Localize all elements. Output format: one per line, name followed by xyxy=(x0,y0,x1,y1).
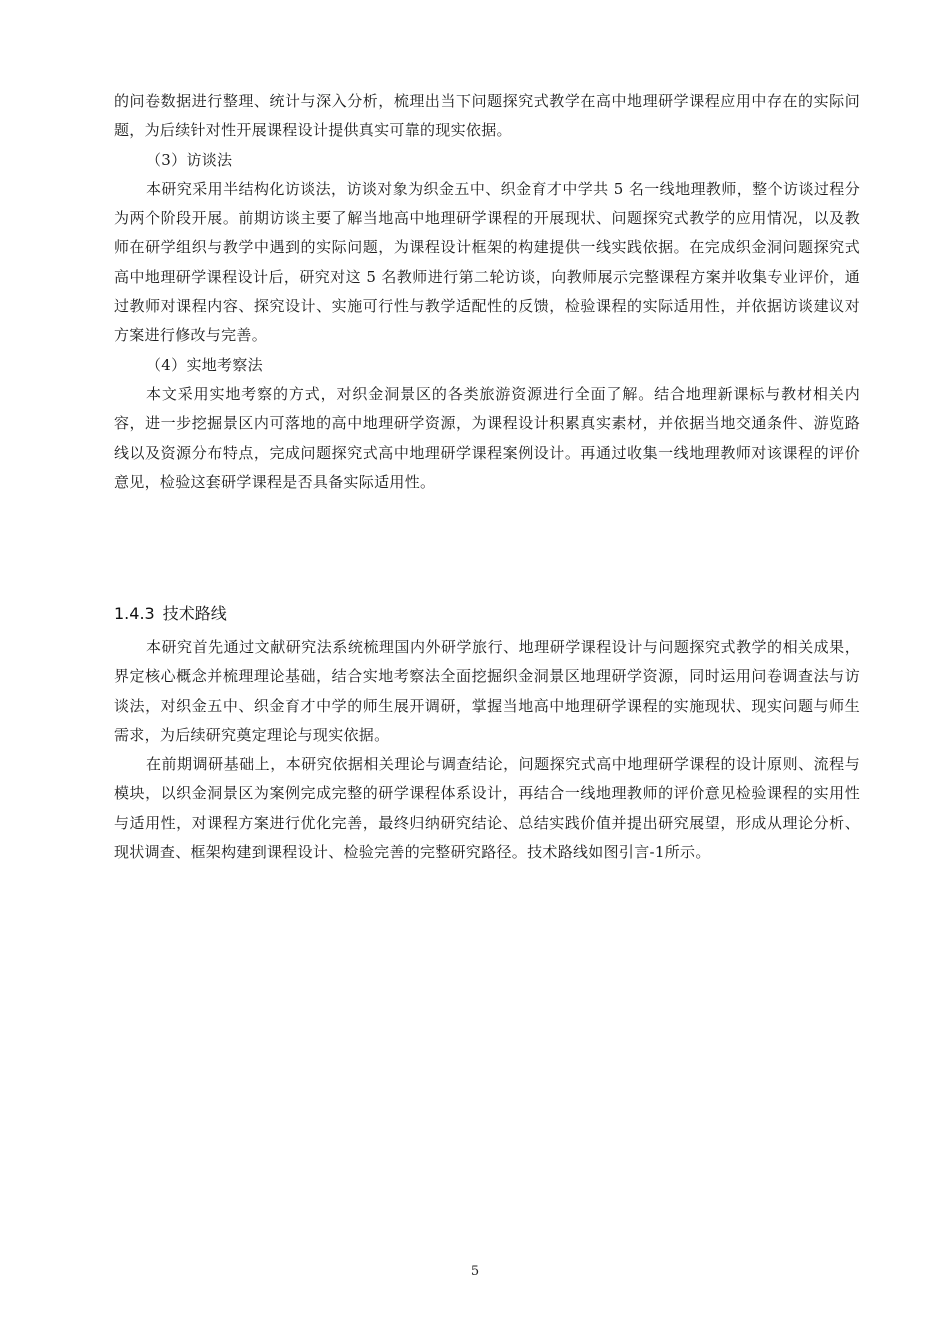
subheading-interview-method: （3）访谈法 xyxy=(146,150,233,169)
section-title: 技术路线 xyxy=(162,604,227,623)
page-number: 5 xyxy=(470,1264,480,1279)
paragraph-technical-route-1: 本研究首先通过文献研究法系统梳理国内外研学旅行、地理研学课程设计与问题探究式教学的相关成果，界定核心概念并梳理理论基础，结合实地考察法全面挖掘织金洞景区地理研学资源，同时运用问卷调查法与访谈法，对织金五中、织金育才中学的师生展开调研，掌握当地高中地理研学课程的实施现状、现实问题与师生需求，为后续研究奠定理论与现实依据。 xyxy=(114,638,860,744)
section-heading xyxy=(114,602,227,626)
paragraph-interview-method: 本研究采用半结构化访谈法，访谈对象为织金五中、织金育才中学共 5 名一线地理教师，整个访谈过程分为两个阶段开展。前期访谈主要了解当地高中地理研学课程的开展现状、问题探究式教学的应用情况，以及教师在研学组织与教学中遇到的实际问题，为课程设计框架的构建提供一线实践依据。在完成织金洞问题探究式高中地理研学课程设计后，研究对这 5 名教师进行第二轮访谈，向教师展示完整课程方案并收集专业评价，通过教师对课程内容、探究设计、实施可行性与教学适配性的反馈，检验课程的实际适用性，并依据访谈建议对方案进行修改与完善。 xyxy=(114,179,860,345)
paragraph-technical-route-2: 在前期调研基础上，本研究依据相关理论与调查结论，问题探究式高中地理研学课程的设计原则、流程与模块，以织金洞景区为案例完成完整的研学课程体系设计，再结合一线地理教师的评价意见检验课程的实用性与适用性，对课程方案进行优化完善，最终归纳研究结论、总结实践价值并提出研究展望，形成从理论分析、现状调查、框架构建到课程设计、检验完善的完整研究路径。技术路线如图引言-1所示。 xyxy=(114,755,860,862)
section-number: 1.4.3 xyxy=(114,604,155,623)
subheading-fieldwork-method: （4）实地考察法 xyxy=(146,355,263,374)
body-text-upper xyxy=(114,87,860,497)
paragraph-continuation: 的问卷数据进行整理、统计与深入分析，梳理出当下问题探究式教学在高中地理研学课程应用中存在的实际问题，为后续针对性开展课程设计提供真实可靠的现实依据。 xyxy=(114,92,860,140)
body-text-lower xyxy=(114,633,860,867)
paragraph-fieldwork-method: 本文采用实地考察的方式，对织金洞景区的各类旅游资源进行全面了解。结合地理新课标与教材相关内容，进一步挖掘景区内可落地的高中地理研学资源，为课程设计积累真实素材，并依据当地交通条件、游览路线以及资源分布特点，完成问题探究式高中地理研学课程案例设计。再通过收集一线地理教师对该课程的评价意见，检验这套研学课程是否具备实际适用性。 xyxy=(114,384,860,491)
